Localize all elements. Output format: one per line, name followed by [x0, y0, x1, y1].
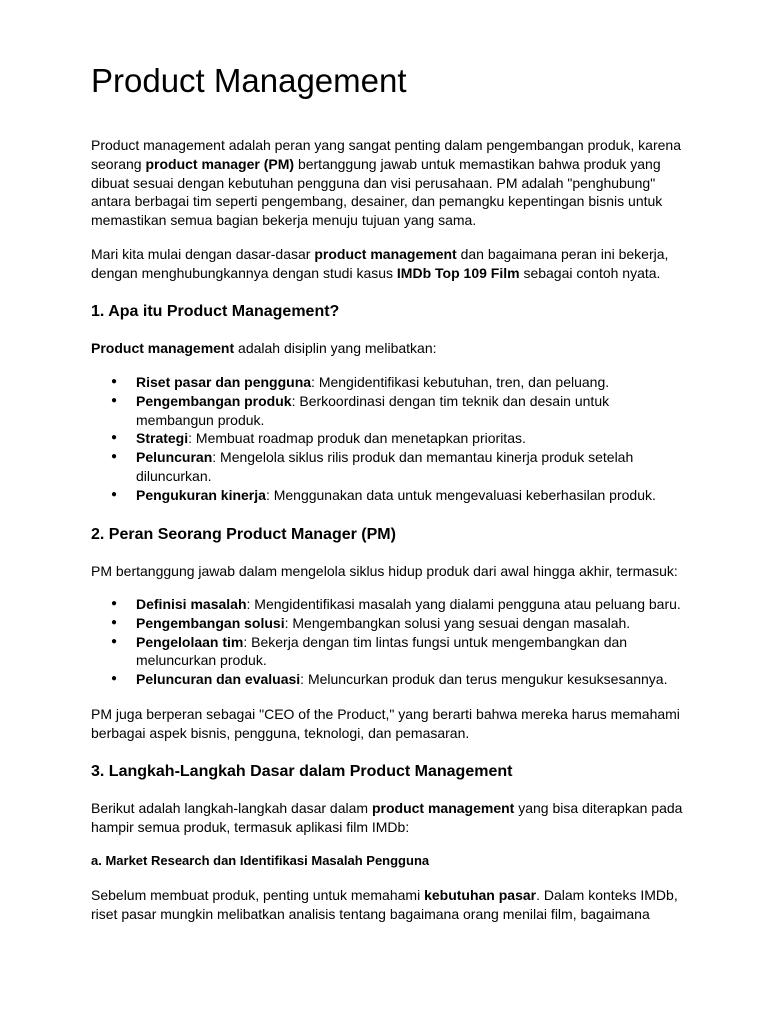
list-item-desc: : Mengelola siklus rilis produk dan memantau kinerja produk setelah diluncurkan. — [136, 449, 634, 484]
text-run: sebagai contoh nyata. — [519, 264, 661, 281]
text-run: yang bisa diterapkan pada hampir semua produk, termasuk aplikasi film IMDb: — [91, 800, 683, 835]
list-item-term: Pengelolaan tim — [136, 633, 244, 650]
intro-paragraph-2 — [91, 245, 689, 283]
list-item-desc: : Berkoordinasi dengan tim teknik dan desain untuk membangun produk. — [136, 392, 610, 428]
list-item — [91, 595, 689, 614]
list-item-desc: : Mengembangkan solusi yang sesuai dengan masalah. — [284, 614, 631, 631]
text-run: Product management adalah peran yang sangat penting dalam pengembangan produk, karena seorang — [91, 137, 681, 172]
list-item-term: Riset pasar dan pengguna — [136, 374, 312, 390]
bold-term: product management — [371, 800, 515, 816]
list-item-desc: : Mengidentifikasi kebutuhan, tren, dan peluang. — [311, 374, 610, 390]
bold-term: IMDb Top 109 Film — [396, 264, 520, 281]
page-title: Product Management — [91, 62, 407, 99]
list-item-term: Peluncuran — [136, 449, 213, 466]
section-2-closing: PM juga berperan sebagai "CEO of the Product," yang berarti bahwa mereka harus memahami berbagai aspek bisnis, pengguna, teknologi, dan pemasaran. — [91, 706, 680, 741]
list-item-desc: : Mengidentifikasi masalah yang dialami pengguna atau peluang baru. — [246, 596, 681, 612]
bold-term: product management — [314, 246, 457, 262]
list-item — [91, 614, 689, 633]
list-item — [91, 670, 689, 689]
list-item — [91, 448, 689, 486]
section-1-lead — [91, 339, 689, 358]
text-run: Mari kita mulai dengan dasar-dasar — [91, 246, 315, 262]
list-item-term: Peluncuran dan evaluasi — [136, 671, 301, 688]
list-item-term: Definisi masalah — [136, 596, 247, 612]
subsection-a-heading: a. Market Research dan Identifikasi Masalah Pengguna — [91, 853, 430, 868]
list-item-desc: : Membuat roadmap produk dan menetapkan prioritas. — [188, 430, 526, 447]
section-3-heading: 3. Langkah-Langkah Dasar dalam Product Management — [91, 763, 513, 780]
list-item-term: Pengembangan solusi — [136, 614, 285, 631]
section-2-list — [91, 595, 689, 689]
list-item — [91, 486, 689, 505]
list-item-desc: : Menggunakan data untuk mengevaluasi keberhasilan produk. — [265, 486, 656, 503]
bold-term: Product management — [91, 340, 235, 356]
section-3-lead — [91, 799, 689, 837]
intro-paragraph-1 — [91, 136, 689, 230]
bold-term: product manager (PM) — [145, 155, 295, 172]
list-item — [91, 429, 689, 448]
list-item-desc: : Bekerja dengan tim lintas fungsi untuk mengembangkan dan meluncurkan produk. — [136, 633, 628, 669]
bold-term: kebutuhan pasar — [424, 887, 537, 903]
text-run: adalah disiplin yang melibatkan: — [234, 340, 437, 356]
text-run: bertanggung jawab untuk memastikan bahwa produk yang dibuat sesuai dengan kebutuhan pengguna dan visi perusahaan. PM adalah "penghubung" antara berbagai tim seperti pengembang, desainer, dan pemangku kepentingan bisnis untuk memastikan semua bagian bekerja menuju tujuan yang sama. — [91, 155, 663, 229]
list-item — [91, 373, 689, 392]
list-item-term: Pengukuran kinerja — [136, 486, 266, 503]
list-item-term: Strategi — [136, 430, 189, 447]
text-run: . Dalam konteks IMDb, riset pasar mungkin melibatkan analisis tentang bagaimana orang menilai film, bagaimana — [91, 887, 678, 922]
text-run: Berikut adalah langkah-langkah dasar dalam — [91, 800, 372, 816]
section-2-lead: PM bertanggung jawab dalam mengelola siklus hidup produk dari awal hingga akhir, termasuk: — [91, 563, 678, 579]
subsection-a-paragraph — [91, 886, 689, 924]
section-1-heading: 1. Apa itu Product Management? — [91, 303, 340, 320]
text-run: dan bagaimana peran ini bekerja, dengan menghubungkannya dengan studi kasus — [91, 246, 669, 281]
section-1-list — [91, 373, 689, 505]
section-2-heading: 2. Peran Seorang Product Manager (PM) — [91, 526, 396, 543]
list-item — [91, 392, 689, 430]
list-item-desc: : Meluncurkan produk dan terus mengukur kesuksesannya. — [300, 671, 668, 688]
text-run: Sebelum membuat produk, penting untuk memahami — [91, 887, 425, 903]
list-item-term: Pengembangan produk — [136, 392, 292, 409]
list-item — [91, 633, 689, 671]
